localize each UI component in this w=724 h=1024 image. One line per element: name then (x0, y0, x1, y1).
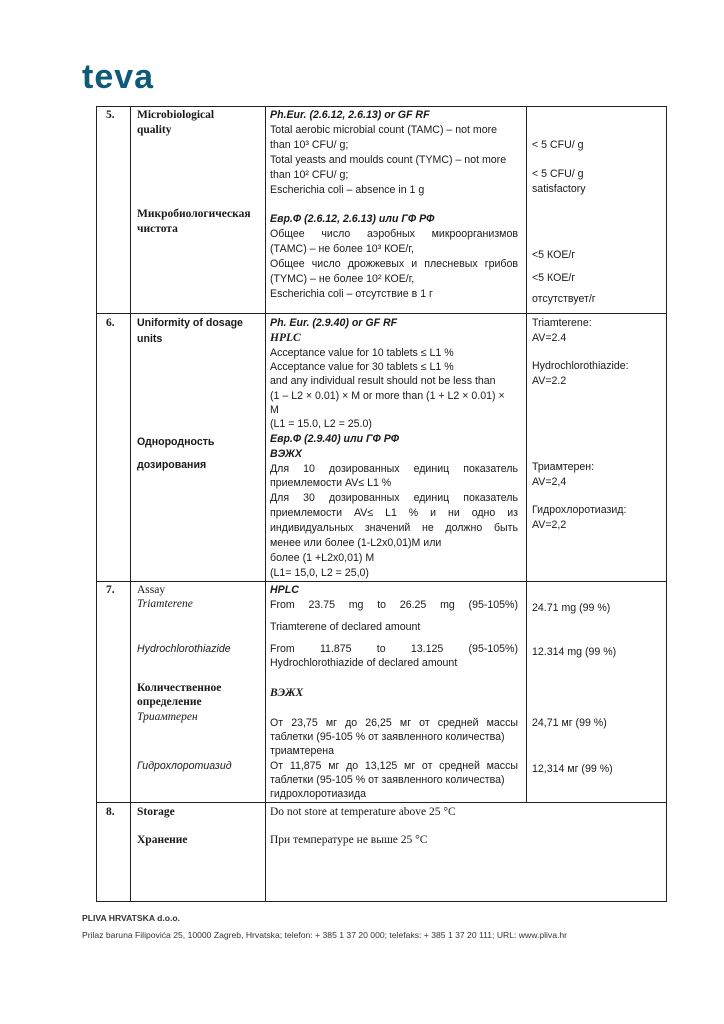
param-ru-line: чистота (137, 223, 178, 235)
spec-ru-line: Общее число аэробных микроорганизмов (270, 228, 518, 240)
result-en: < 5 CFU/ g (532, 139, 584, 151)
spec-ru-line: При температуре не выше 25 °С (270, 834, 428, 846)
param-en-line: Triamterene (137, 598, 193, 610)
spec-ru-line: Общее число дрожжевых и плесневых грибов (270, 258, 518, 270)
spec-en-line: than 10² CFU/ g; (270, 169, 349, 181)
result-ru: 12,314 мг (99 %) (532, 763, 613, 775)
result-en: Triamterene: (532, 317, 592, 329)
row-number: 7. (106, 584, 115, 596)
spec-ru-line: От 11,875 мг до 13,125 мг от средней массы (270, 760, 518, 772)
param-en-line: Uniformity of dosage (137, 317, 243, 329)
spec-ru-line: более (1 +L2x0,01) M (270, 552, 375, 564)
spec-ru-line: Для 30 дозированных единиц показатель (270, 492, 518, 504)
spec-ru-line: Для 10 дозированных единиц показатель (270, 463, 518, 475)
param-ru-line: Микробиологическая (137, 208, 251, 220)
row-number: 5. (106, 109, 115, 121)
result-ru: отсутствует/г (532, 293, 596, 305)
spec-en-line: Total aerobic microbial count (TAMC) – not more (270, 124, 498, 136)
spec-en-line: Total yeasts and moulds count (TYMC) – not more (270, 154, 507, 166)
spec-ru-line: триамтерена (270, 745, 334, 757)
spec-en-line: From 23.75 mg to 26.25 mg (95-105%) (270, 599, 518, 611)
spec-en-line: and any individual result should not be less than (270, 375, 496, 387)
result-en: < 5 CFU/ g (532, 168, 584, 180)
spec-ru-line: (ТАМС) – не более 10³ КОЕ/г, (270, 243, 414, 255)
teva-logo: teva (82, 58, 155, 96)
spec-ru-line: таблетки (95-105 % от заявленного количества) (270, 731, 505, 743)
param-ru-line: Гидрохлоротиазид (137, 760, 232, 772)
spec-en-line: than 10³ CFU/ g; (270, 139, 349, 151)
spec-en-line: Escherichia coli – absence in 1 g (270, 184, 425, 196)
spec-ru-title: Евр.Ф (2.6.12, 2.6.13) или ГФ РФ (270, 213, 435, 225)
param-en-line: Microbiological (137, 109, 215, 121)
result-ru: 24,71 мг (99 %) (532, 717, 607, 729)
result-ru: Триамтерен: (532, 461, 595, 473)
spec-en-line: Acceptance value for 30 tablets ≤ L1 % (270, 361, 454, 373)
spec-ru-title: Евр.Ф (2.9.40) или ГФ РФ (270, 433, 400, 445)
row-number: 8. (106, 806, 115, 818)
param-ru-line: Хранение (137, 834, 188, 846)
param-ru-line: определение (137, 696, 202, 708)
result-ru: AV=2,4 (532, 476, 567, 488)
param-en-line: Storage (137, 806, 175, 818)
spec-en-line: From 11.875 to 13.125 (95-105%) (270, 643, 518, 655)
spec-ru-line: приемлемости AV≤ L1 % (270, 477, 392, 489)
result-en: 24.71 mg (99 %) (532, 602, 611, 614)
spec-ru-method: ВЭЖХ (270, 448, 302, 460)
result-en: 12.314 mg (99 %) (532, 646, 617, 658)
result-ru: <5 КОЕ/г (532, 272, 576, 284)
spec-en-title: Ph.Eur. (2.6.12, 2.6.13) or GF RF (270, 109, 430, 121)
result-en: AV=2.4 (532, 332, 567, 344)
result-en: AV=2.2 (532, 375, 567, 387)
spec-ru-line: Escherichia coli – отсутствие в 1 г (270, 288, 433, 300)
spec-en-line: (1 – L2 × 0.01) × M or more than (1 + L2 × 0.01) × (270, 390, 505, 402)
spec-en-line: M (270, 404, 279, 416)
param-en-line: units (137, 333, 163, 345)
row-number: 6. (106, 317, 115, 329)
param-en-line: quality (137, 124, 172, 136)
spec-ru-line: От 23,75 мг до 26,25 мг от средней массы (270, 717, 518, 729)
spec-ru-line: приемлемости AV≤ L1 % и ни одно из (270, 507, 518, 519)
spec-en-method: HPLC (270, 332, 301, 344)
footer-company: PLIVA HRVATSKA d.o.o. (82, 913, 181, 923)
spec-ru-line: индивидуальных значений не должно быть (270, 522, 518, 534)
result-en: satisfactory (532, 183, 586, 195)
spec-en-title: Ph. Eur. (2.9.40) or GF RF (270, 317, 398, 329)
spec-ru-line: (TYMC) – не более 10² КОЕ/г, (270, 273, 415, 285)
footer-address: Prilaz baruna Filipovića 25, 10000 Zagreb, Hrvatska; telefon: + 385 1 37 20 000; telefaks: + 385 1 37 20 111; URL: www.pliva.hr (82, 930, 568, 940)
spec-en-line: Do not store at temperature above 25 °C (270, 806, 456, 818)
spec-ru-line: менее или более (1-L2x0,01)M или (270, 537, 442, 549)
spec-ru-method: ВЭЖХ (270, 687, 304, 699)
param-en-line: Hydrochlorothiazide (137, 643, 231, 655)
param-ru-line: Однородность (137, 436, 215, 448)
result-ru: AV=2,2 (532, 519, 567, 531)
result-en: Hydrochlorothiazide: (532, 360, 629, 372)
result-ru: <5 КОЕ/г (532, 249, 576, 261)
param-ru-line: Триамтерен (137, 711, 198, 723)
spec-en-line: (L1 = 15.0, L2 = 25.0) (270, 418, 372, 430)
param-en-line: Assay (137, 584, 166, 596)
param-ru-line: Количественное (137, 682, 222, 694)
param-ru-line: дозирования (137, 459, 207, 471)
spec-en-line: Triamterene of declared amount (270, 621, 421, 633)
spec-en-line: Acceptance value for 10 tablets ≤ L1 % (270, 347, 454, 359)
spec-ru-line: таблетки (95-105 % от заявленного количества) (270, 774, 505, 786)
spec-ru-line: гидрохлоротиазида (270, 788, 367, 800)
spec-en-method: HPLC (270, 584, 299, 596)
spec-ru-line: (L1= 15,0, L2 = 25,0) (270, 567, 369, 579)
spec-en-line: Hydrochlorothiazide of declared amount (270, 657, 458, 669)
result-ru: Гидрохлоротиазид: (532, 504, 627, 516)
